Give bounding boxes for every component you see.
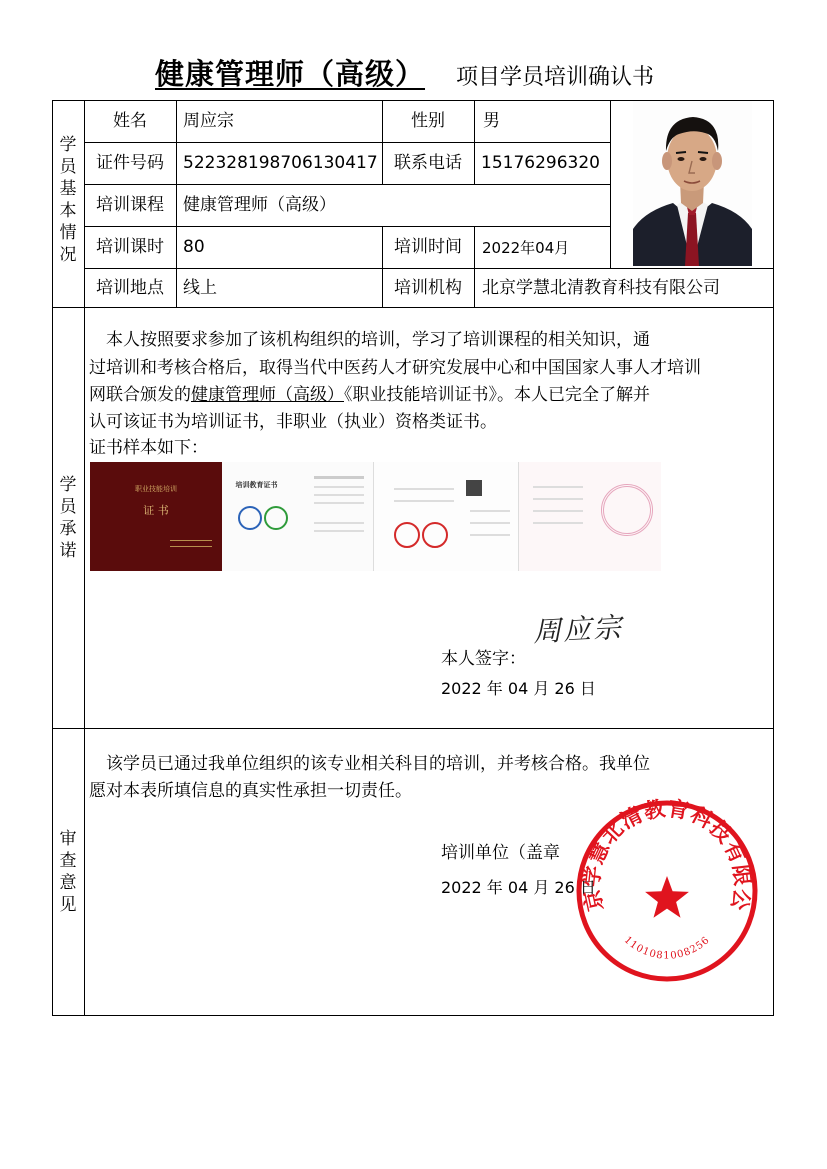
org-label: 培训机构: [394, 278, 462, 298]
student-photo: [633, 101, 752, 266]
certificate-sample-image: [90, 462, 661, 571]
rosette-pattern-icon: [601, 484, 653, 536]
certificate-cover-char: 证 书: [143, 504, 169, 517]
course-label: 培训课程: [96, 195, 164, 215]
org-value: 北京学慧北清教育科技有限公司: [482, 278, 720, 298]
certificate-back-page: [519, 462, 662, 571]
logo-icon: [264, 506, 288, 530]
promise-line-3: [89, 382, 650, 408]
student-signature: 周应宗: [532, 610, 624, 649]
signature-label: 本人签字：: [441, 649, 526, 669]
gender-value: 男: [483, 111, 500, 131]
id-label: 证件号码: [96, 153, 164, 173]
seal-icon: [394, 522, 420, 548]
official-seal-icon: [572, 796, 762, 986]
review-unit-label: 培训单位（盖章: [441, 843, 560, 863]
course-value: 健康管理师（高级）: [183, 195, 336, 215]
certificate-cover: [90, 462, 222, 571]
promise-line-3-post: 《职业技能培训证书》。本人已完全了解并: [344, 385, 650, 405]
review-section-label: 审查意见: [59, 829, 77, 915]
promise-line-4: 认可该证书为培训证书，非职业（执业）资格类证书。: [89, 412, 497, 432]
certificate-inner-title: 培训教育证书: [235, 481, 278, 489]
name-value: 周应宗: [183, 111, 234, 131]
place-value: 线上: [183, 278, 217, 298]
certificate-cover-title: 职业技能培训: [135, 485, 177, 493]
logo-icon: [238, 506, 262, 530]
phone-label: 联系电话: [394, 153, 462, 173]
certificate-inner-page: [222, 462, 374, 571]
qr-code-icon: [466, 480, 482, 496]
id-value: 522328198706130417: [183, 153, 378, 173]
promise-line-1: 本人按照要求参加了该机构组织的培训，学习了培训课程的相关知识，通: [106, 330, 650, 350]
promise-date: 2022 年 04 月 26 日: [441, 679, 596, 698]
name-label: 姓名: [113, 111, 147, 131]
time-value: 2022年04月: [482, 239, 570, 257]
gender-label: 性别: [411, 111, 445, 131]
basic-info-section-label: 学员基本情况: [59, 135, 77, 265]
phone-value: 15176296320: [481, 153, 600, 173]
time-label: 培训时间: [394, 237, 462, 257]
hours-label: 培训课时: [96, 237, 164, 257]
promise-line-5: 证书样本如下：: [89, 438, 208, 458]
seal-number: 1101081008256: [621, 934, 713, 962]
star-icon: [645, 876, 689, 918]
review-date: 2022 年 04 月 26 日: [441, 878, 596, 897]
hours-value: 80: [183, 237, 205, 257]
page-subtitle: 项目学员培训确认书: [456, 65, 655, 90]
page-title: 健康管理师（高级）: [155, 57, 426, 91]
seal-icon: [422, 522, 448, 548]
certificate-info-page: [374, 462, 519, 571]
promise-line-3-pre: 网联合颁发的: [89, 385, 191, 405]
svg-text:1101081008256: [622, 935, 712, 962]
promise-section-label: 学员承诺: [59, 475, 77, 561]
review-line-1: 该学员已通过我单位组织的该专业相关科目的培训，并考核合格。我单位: [106, 754, 650, 774]
promise-course-underlined: 健康管理师（高级）: [191, 385, 344, 405]
seal-text: 京学慧北清教育科技有限公: [578, 796, 756, 914]
promise-line-2: 过培训和考核合格后，取得当代中医药人才研究发展中心和中国国家人事人才培训: [89, 358, 701, 378]
review-line-2: 愿对本表所填信息的真实性承担一切责任。: [89, 781, 412, 801]
place-label: 培训地点: [96, 278, 164, 298]
